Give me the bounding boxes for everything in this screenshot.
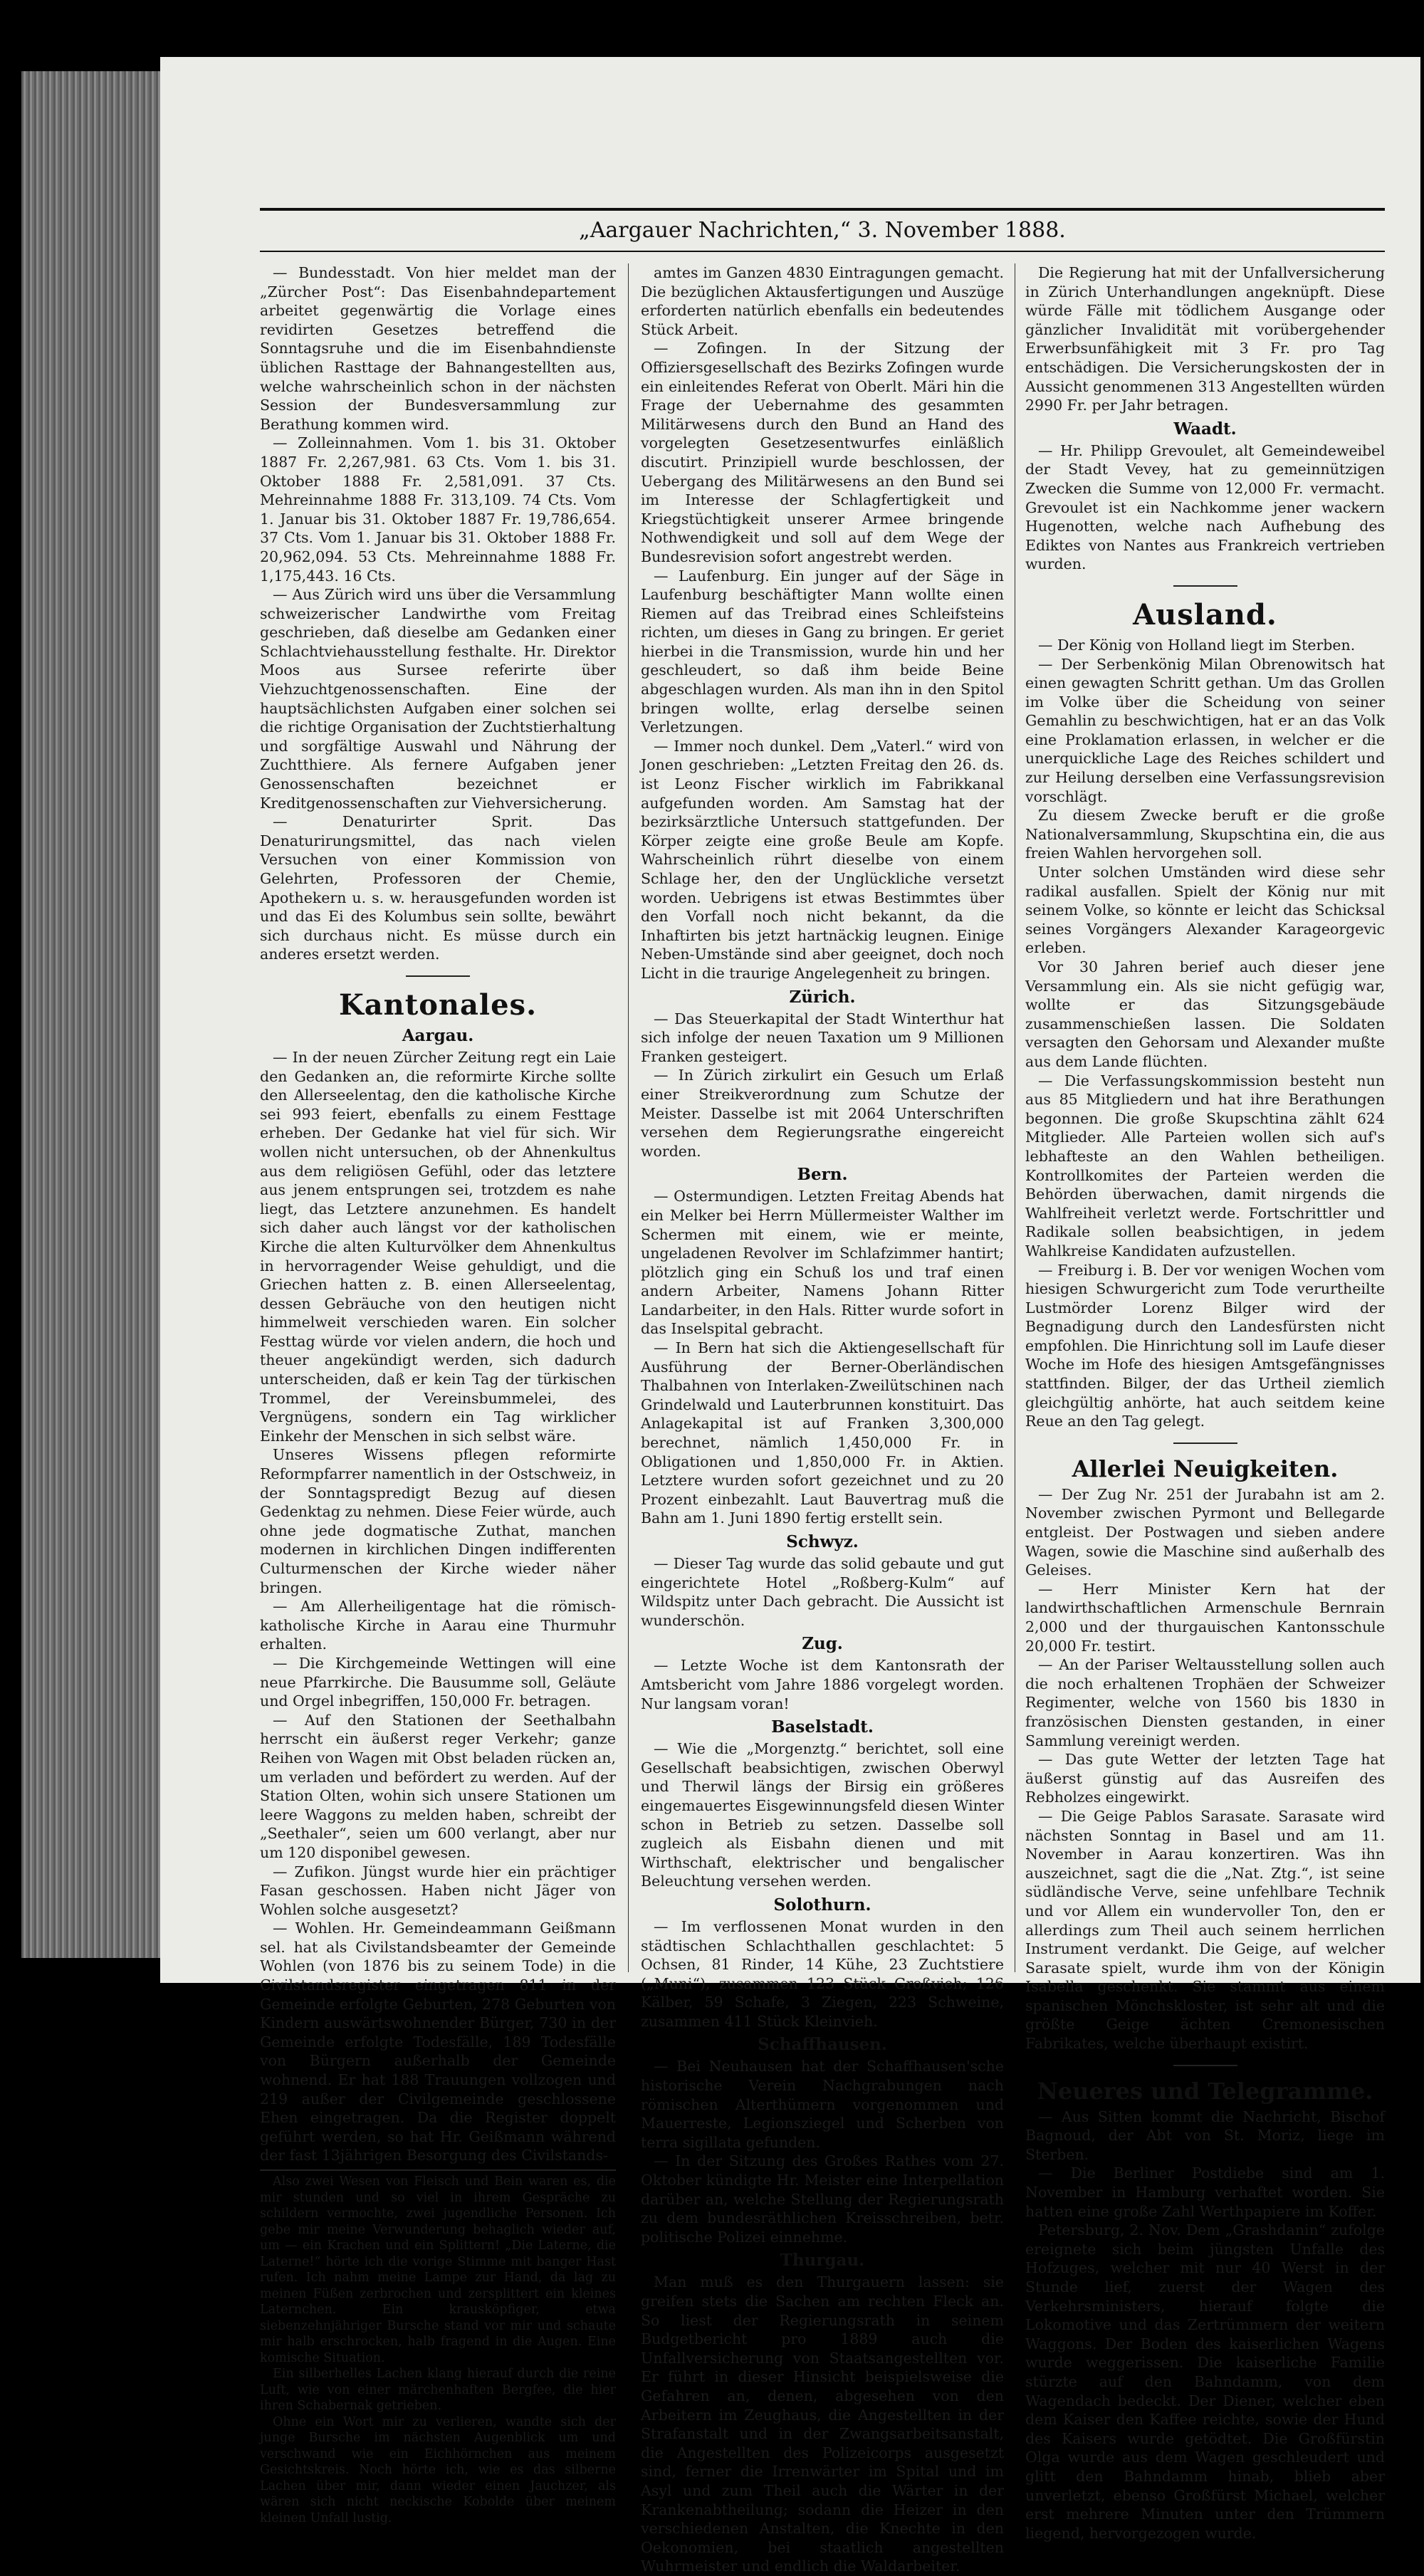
article-paragraph: — Das gute Wetter der letzten Tage hat äußerst günstig auf das Ausreifen des Rebholzes eingewirkt. bbox=[1025, 1751, 1385, 1806]
article-paragraph: — Auf den Stationen der Seethalbahn herrscht ein äußerst reger Verkehr; ganze Reihen von Wagen mit Obst beladen rücken an, um verladen und befördert zu werden. Auf der Station Olten, wohin sich unsere Stationen um leere Waggons zu melden haben, schreibt der „Seethaler“, seien um 600 verlangt, aber nur um 120 disponibel gewesen. bbox=[260, 1711, 616, 1861]
section-heading: Neueres und Telegramme. bbox=[1037, 2077, 1373, 2105]
article-paragraph: — Dieser Tag wurde das solid gebaute und gut eingerichtete Hotel „Roßberg-Kulm“ auf Wildspitz unter Dach gebracht. Die Aussicht ist wunderschön. bbox=[641, 1555, 1004, 1629]
section-heading: Allerlei Neuigkeiten. bbox=[1072, 1455, 1339, 1482]
article-paragraph: — Im verflossenen Monat wurden in den städtischen Schlachthallen geschlachtet: 5 Ochsen, 81 Rinder, 14 Kühe, 23 Zuchtstiere („Muni“), zusammen 123 Stück Großvieh; 126 Kälber, 59 Schafe, 3 Ziegen, 223 Schweine, zusammen 411 Stück Kleinvieh. bbox=[641, 1917, 1004, 2030]
article-paragraph: — Bundesstadt. Von hier meldet man der „Zürcher Post“: Das Eisenbahndepartement arbeitet gegenwärtig die Vorlage eines revidirten Gesetzes betreffend die Sonntagsruhe und die im Eisenbahndienste üblichen Rasttage der Bahnangestellten aus, welche wahrscheinlich schon in der nächsten Session der Bundesversammlung zur Berathung kommen wird. bbox=[260, 264, 616, 433]
article-paragraph: — Aus Zürich wird uns über die Versammlung schweizerischer Landwirthe vom Freitag geschrieben, daß dieselbe am Gedanken einer Schlachtviehausstellung festhalte. Hr. Direktor Moos aus Sursee referirte über Viehzuchtgenossenschaften. Eine der hauptsächlichsten Aufgaben einer solchen sei die richtige Organisation der Zuchtstierhaltung und sorgfältige Auswahl und Nährung der Zuchtthiere. Als fernere Aufgaben jener Genossenschaften bezeichnet er Kreditgenossenschaften zur Viehversicherung. bbox=[260, 586, 616, 812]
separator bbox=[1173, 585, 1237, 587]
article-paragraph: — Die Kirchgemeinde Wettingen will eine neue Pfarrkirche. Die Bausumme soll, Geläute und Orgel inbegriffen, 150,000 Fr. betragen. bbox=[260, 1654, 616, 1710]
article-columns bbox=[260, 263, 1385, 2575]
article-paragraph: — In Zürich zirkulirt ein Gesuch um Erlaß einer Streikverordnung zum Schutze der Meister. Dasselbe ist mit 2064 Unterschriften versehen dem Regierungsrathe eingereicht worden. bbox=[641, 1067, 1004, 1160]
article-paragraph: — Zufikon. Jüngst wurde hier ein prächtiger Fasan geschossen. Haben nicht Jäger von Wohlen solche ausgesetzt? bbox=[260, 1863, 616, 1918]
article-paragraph: — Hr. Philipp Grevoulet, alt Gemeindeweibel der Stadt Vevey, hat zu gemeinnützigen Zwecken die Summe von 12,000 Fr. vermacht. Grevoulet ist ein Nachkomme jener wackern Hugenotten, welche nach Aufhebung des Ediktes von Nantes aus Frankreich vertrieben wurden. bbox=[1025, 441, 1385, 573]
article-paragraph: — Zolleinnahmen. Vom 1. bis 31. Oktober 1887 Fr. 2,267,981. 63 Cts. Vom 1. bis 31. Oktober 1888 Fr. 2,581,091. 37 Cts. Mehreinnahme 1888 Fr. 313,109. 74 Cts. Vom 1. Januar bis 31. Oktober 1887 Fr. 19,786,654. 37 Cts. Vom 1. Januar bis 31. Oktober 1888 Fr. 20,962,094. 53 Cts. Mehreinnahme 1888 Fr. 1,175,443. 16 Cts. bbox=[260, 434, 616, 585]
article-paragraph: — An der Pariser Weltausstellung sollen auch die noch erhaltenen Trophäen der Schweizer Regimenter, welche von 1560 bis 1830 in französischen Diensten gestanden, in einer Sammlung vereinigt werden. bbox=[1025, 1656, 1385, 1749]
separator bbox=[1173, 2065, 1237, 2066]
article-paragraph: Zu diesem Zwecke beruft er die große Nationalversammlung, Skupschtina ein, die aus freien Wahlen hervorgehen soll. bbox=[1025, 807, 1385, 862]
section-heading: Kantonales. bbox=[338, 988, 537, 1022]
article-paragraph: — Wie die „Morgenztg.“ berichtet, soll eine Gesellschaft beabsichtigen, zwischen Oberwyl und Therwil längs der Birsig ein größeres eingemauertes Eisgewinnungsfeld diesen Winter schon in Betrieb zu setzen. Dasselbe soll zugleich als Eisbahn dienen und mit Wirthschaft, elektrischer und bengalischer Beleuchtung versehen werden. bbox=[641, 1740, 1004, 1890]
article-paragraph: — Zofingen. In der Sitzung der Offiziersgesellschaft des Bezirks Zofingen wurde ein einleitendes Referat von Oberlt. Märi hin die Frage der Uebernahme des gesammten Militärwesens durch den Bund an Hand des vorgelegten Gesetzesentwurfes einläßlich discutirt. Prinzipiell wurde beschlossen, der Uebergang des Militärwesens an den Bund sei im Interesse der Schlagfertigkeit und Kriegstüchtigkeit unserer Armee bringende Nothwendigkeit und soll auf dem Wege der Bundesrevision sofort angestrebt werden. bbox=[641, 340, 1004, 565]
subsection-heading: Schaffhausen. bbox=[758, 2035, 887, 2055]
article-paragraph: — Die Geige Pablos Sarasate. Sarasate wird nächsten Sonntag in Basel und am 11. November in Aarau konzertiren. Was ihn auszeichnet, sagt die die „Nat. Ztg.“, ist seine südländische Verve, seine unfehlbare Technik und vor Allem ein wundervoller Ton, den er allerdings zum Theil auch seinem herrlichen Instrument verdankt. Die Geige, auf welcher Sarasate spielt, wurde ihm von der Königin Isabella geschenkt. Sie stammt aus einem spanischen Mönchskloster, ist sehr alt und die größte Geige ächten Cremonesischen Fabrikates, welche überhaupt existirt. bbox=[1025, 1807, 1385, 2053]
column-rule bbox=[628, 263, 629, 1972]
article-paragraph: Man muß es den Thurgauern lassen: sie greifen stets die Sachen am rechten Fleck an. So liest der Regierungsrath in seinem Budgetbericht pro 1889 auch die Unfallversicherung von Staatsangestellten vor. Er führt in dieser Hinsicht beispielsweise die Gefahren an, denen, abgesehen von den Arbeitern im Zeughaus, die Angestellten in der Strafanstalt und in der Zwangsarbeitsanstalt, die Angestellten des Polizeicorps ausgesetzt sind, ferner die Irrenwärter im Spital und im Asyl und zum Theil auch die Wärter in der Krankenabtheilung; sodann die Heizer in den verschiedenen Anstalten, die Knechte in den Oekonomien, bei staatlich angestellten Wuhrmeister und endlich die Waldarbeiter. bbox=[641, 2273, 1004, 2575]
article-paragraph: — Wohlen. Hr. Gemeindeammann Geißmann sel. hat als Civilstandsbeamter der Gemeinde Wohlen (von 1876 bis zu seinem Tode) in die Civilstandsregister eingetragen 811 in der Gemeinde erfolgte Geburten, 278 Geburten von Kindern auswärtswohnender Bürger, 730 in der Gemeinde erfolgte Todesfälle, 189 Todesfälle von Bürgern außerhalb der Gemeinde wohnend. Er hat 188 Trauungen vollzogen und 219 außer der Civilgemeinde geschlossene Ehen eingetragen. Da die Register doppelt geführt werden, so hat Hr. Geißmann während der fast 13jährigen Besorgung des Civilstands- bbox=[260, 1920, 616, 2164]
separator bbox=[1173, 1443, 1237, 1444]
column-3 bbox=[1025, 263, 1385, 2542]
article-paragraph: — Letzte Woche ist dem Kantonsrath der Amtsbericht vom Jahre 1886 vorgelegt worden. Nur langsam voran! bbox=[641, 1657, 1004, 1712]
article-paragraph: — In der neuen Zürcher Zeitung regt ein Laie den Gedanken an, die reformirte Kirche sollte den Allerseelentag, den die katholische Kirche sei 993 feiert, ebenfalls zu einem Festtage erheben. Der Gedanke hat viel für sich. Wir wollen nicht untersuchen, ob der Ahnenkultus aus dem religiösen Gefühl, oder das letztere aus jenem entsprungen sei, trotzdem es nahe liegt, das Letztere anzunehmen. Es handelt sich daher auch längst vor der katholischen Kirche die alten Kulturvölker dem Ahnenkultus in hervorragender Weise gehuldigt, und die Griechen hatten z. B. einen Allerseelentag, dessen Gebräuche von den heutigen nicht himmelweit verschieden waren. Ein solcher Festtag würde vor vielen andern, die hoch und theuer angekündigt werden, sich dadurch unterscheiden, daß er kein Tag der türkischen Trommel, der Vereinsbummelei, des Vergnügens, sondern ein Tag wirklicher Einkehr der Menschen in sich selbst wäre. bbox=[260, 1048, 616, 1445]
article-paragraph: — Die Verfassungskommission besteht nun aus 85 Mitgliedern und hat ihre Berathungen begonnen. Die große Skupschtina zählt 624 Mitglieder. Alle Parteien wollen sich auf's lebhafteste an den Wahlen betheiligen. Kontrollkomites der Parteien werden die Behörden überwachen, damit nirgends die Wahlfreiheit verletzt werde. Fortschrittler und Radikale sollen beabsichtigen, in jedem Wahlkreise Kandidaten aufzustellen. bbox=[1025, 1072, 1385, 1260]
separator bbox=[406, 975, 470, 977]
article-paragraph: Petersburg, 2. Nov. Dem „Grashdanin“ zufolge ereignete sich beim jüngsten Unfalle des Hofzuges, welcher mit nur 40 Werst in der Stunde lief, zuerst der Wagen des Verkehrsministers, hierauf folgte die Lokomotive und das Zertrümmern der weitern Waggons. Der Boden des kaiserlichen Wagens wurde weggerissen. Die kaiserliche Familie stürzte auf den Bahndamm, von dem Wagendach bedeckt. Der Diener, welcher eben dem Kaiser den Kaffee reichte, sowie der Hund des Kaisers wurde getödtet. Die Großfürstin Olga wurde aus dem Wagen geschleudert und glitt den Bahndamm hinab, blieb aber unverletzt, ebenso Großfürst Michael, welcher erst mehrere Minuten unter den Trümmern liegend, hervorgezogen wurde. bbox=[1025, 2221, 1385, 2542]
article-paragraph: — In der Sitzung des Großes Rathes vom 27. Oktober kündigte Hr. Meister eine Interpellation darüber an, welche Stellung der Regierungsrath zu dem bundesräthlichen Kreisschreiben, betr. politische Polizei einnehme. bbox=[641, 2152, 1004, 2246]
column-2 bbox=[641, 263, 1004, 2575]
feuilleton-paragraph: Also zwei Wesen von Fleisch und Bein waren es, die mir stunden und so viel in ihrem Gespräche zu schildern vermochte, zwei jugendliche Personen. Ich gebe mir meine Verwunderung behaglich wieder auf, um — ein Krachen und ein Splittern! „Die Laterne, die Laterne!“ hörte ich die vorige Stimme mit banger Hast rufen. Ich nahm meine Lampe zur Hand, da lag zu meinen Füßen zerbrochen und zersplittert ein kleines Laternchen. Ein krausköpfiger, etwa siebenzehnjähriger Bursche stand vor mir und schaute mir halb erschrocken, halb fragend in die Augen. Eine komische Situation. bbox=[260, 2174, 616, 2365]
masthead-line bbox=[260, 208, 1385, 252]
article-paragraph: — Herr Minister Kern hat der landwirthschaftlichen Armenschule Bernrain 2,000 und der thurgauischen Kantonsschule 20,000 Fr. testirt. bbox=[1025, 1580, 1385, 1655]
article-paragraph: — Bei Neuhausen hat der Schaffhausen'sche historische Verein Nachgrabungen nach römischen Alterthümern vorgenommen und Mauerreste, Legionsziegel und Scherben von terra sigillata gefunden. bbox=[641, 2058, 1004, 2151]
subsection-heading: Solothurn. bbox=[773, 1895, 871, 1915]
article-paragraph: — Freiburg i. B. Der vor wenigen Wochen vom hiesigen Schwurgericht zum Tode verurtheilte Lustmörder Lorenz Bilger wird der Begnadigung durch den Landesfürsten nicht empfohlen. Die Hinrichtung soll im Laufe dieser Woche im Hofe des hiesigen Amtsgefängnisses stattfinden. Bilger, der das Urtheil ziemlich gleichgültig anhörte, hat auch seitdem keine Reue an den Tag gelegt. bbox=[1025, 1261, 1385, 1430]
subsection-heading: Baselstadt. bbox=[771, 1717, 874, 1737]
article-paragraph: Die Regierung hat mit der Unfallversicherung in Zürich Unterhandlungen angeknüpft. Diese würde Fälle mit tödlichem Ausgange oder gänzlicher Invalidität mit vorübergehender Erwerbsunfähigkeit mit 3 Fr. pro Tag entschädigen. Die Versicherungskosten der in Aussicht genommenen 313 Angestellten würden 2990 Fr. per Jahr betragen. bbox=[1025, 264, 1385, 414]
subsection-heading: Aargau. bbox=[402, 1025, 474, 1045]
feuilleton-paragraph: Ohne ein Wort mir zu verlieren, wandte sich der junge Bursche im nächsten Augenblick um und verschwand wie ein Eichhörnchen aus meinem Gesichtskreis. Noch hörte ich, wie es das silberne Lachen über mir, dann wieder einen Jauchzer, als wären sich nicht neckische Kobolde über meinem kleinen Unfall lustig. bbox=[260, 2414, 616, 2525]
article-paragraph: — In Bern hat sich die Aktiengesellschaft für Ausführung der Berner-Oberländischen Thalbahnen von Interlaken-Zweilütschinen nach Grindelwald und Lauterbrunnen konstituirt. Das Anlagekapital ist auf Franken 3,300,000 berechnet, nämlich 1,450,000 Fr. in Obligationen und 1,850,000 Fr. in Aktien. Letztere wurden sofort gezeichnet und zu 20 Prozent einbezahlt. Laut Bauvertrag muß die Bahn am 1. Juni 1890 fertig erstellt sein. bbox=[641, 1339, 1004, 1527]
article-paragraph: — Am Allerheiligentage hat die römisch-katholische Kirche in Aarau eine Thurmuhr erhalten. bbox=[260, 1598, 616, 1653]
subsection-heading: Schwyz. bbox=[786, 1532, 859, 1551]
section-heading: Ausland. bbox=[1133, 597, 1277, 632]
article-paragraph: — Ostermundigen. Letzten Freitag Abends hat ein Melker bei Herrn Müllermeister Walther im Schermen mit einem, wie er meinte, ungeladenen Revolver im Schlafzimmer hantirt; plötzlich ging ein Schuß los und traf einen andern Arbeiter, Namens Johann Ritter Landarbeiter, in den Hals. Ritter wurde sofort in das Inselspital gebracht. bbox=[641, 1188, 1004, 1338]
article-paragraph: — Der Zug Nr. 251 der Jurabahn ist am 2. November zwischen Pyrmont und Bellegarde entgleist. Der Postwagen und sieben andere Wagen, sowie die Maschine sind außerhalb des Geleises. bbox=[1025, 1485, 1385, 1579]
article-paragraph: Unter solchen Umständen wird diese sehr radikal ausfallen. Spielt der König nur mit seinem Volke, so könnte er leicht das Schicksal seines Vorgängers Alexander Karageorgevic erleben. bbox=[1025, 864, 1385, 957]
subsection-heading: Thurgau. bbox=[780, 2251, 865, 2271]
feuilleton-paragraph: Ein silberhelles Lachen klang hierauf durch die reine Luft, wie von einer märchenhaften Bergfee, die hier ihren Schabernak getrieben. bbox=[260, 2367, 616, 2413]
subsection-heading: Bern. bbox=[797, 1165, 848, 1185]
article-paragraph: — Der König von Holland liegt im Sterben. bbox=[1038, 636, 1356, 654]
article-paragraph: amtes im Ganzen 4830 Eintragungen gemacht. Die bezüglichen Aktausfertigungen und Auszüge erforderten natürlich ebenfalls ein bedeutendes Stück Arbeit. bbox=[641, 264, 1004, 338]
article-paragraph: Unseres Wissens pflegen reformirte Reformpfarrer namentlich in der Ostschweiz, in der Sonntagspredigt Bezug auf diesen Gedenktag zu nehmen. Diese Feier würde, auch ohne jede dogmatische Zuthat, manchen modernen in kirchlichen Dingen indifferenten Culturmenschen der Kirche wieder näher bringen. bbox=[260, 1446, 616, 1596]
article-paragraph: — Der Serbenkönig Milan Obrenowitsch hat einen gewagten Schritt gethan. Um das Grollen im Volke über die Scheidung von seiner Gemahlin zu beschwichtigen, hat er an das Volk eine Proklamation erlassen, in welcher er die unerquickliche Lage des Reiches schildert und zur Heilung derselben eine Verfassungsrevision vorschlägt. bbox=[1025, 655, 1385, 805]
article-paragraph: — Denaturirter Sprit. Das Denaturirungsmittel, das nach vielen Versuchen von einer Kommission von Gelehrten, Professoren der Chemie, Apothekern u. s. w. herausgefunden worden ist und das Ei des Kolumbus sein sollte, bewährt sich durchaus nicht. Es müsse durch ein anderes ersetzt werden. bbox=[260, 813, 616, 963]
subsection-heading: Zug. bbox=[802, 1634, 843, 1654]
article-paragraph: — Die Berliner Postdiebe sind am 1. November in Hamburg verhaftet worden. Sie hatten eine große Zahl Werthpapiere im Koffer. bbox=[1025, 2164, 1385, 2220]
subsection-heading: Waadt. bbox=[1173, 419, 1237, 439]
article-paragraph: — Aus Sitten kommt die Nachricht, Bischof Bagnoud, der Abt von St. Moriz, liege im Sterben. bbox=[1025, 2108, 1385, 2163]
feuilleton bbox=[260, 2169, 616, 2526]
article-paragraph: Vor 30 Jahren berief auch dieser jene Versammlung ein. Als sie nicht gefügig war, wollte er das Sitzungsgebäude zusammenschießen lassen. Die Soldaten versagten den Gehorsam und Alexander mußte aus dem Lande flüchten. bbox=[1025, 958, 1385, 1070]
article-paragraph: — Das Steuerkapital der Stadt Winterthur hat sich infolge der neuen Taxation um 9 Millionen Franken gesteigert. bbox=[641, 1010, 1004, 1065]
subsection-heading: Zürich. bbox=[789, 987, 856, 1007]
article-paragraph: — Immer noch dunkel. Dem „Vaterl.“ wird von Jonen geschrieben: „Letzten Freitag den 26. ds. ist Leonz Fischer wirklich im Fabrikkanal aufgefunden worden. Am Samstag hat der bezirksärztliche Untersuch stattgefunden. Der Körper zeigte eine große Beule am Kopfe. Wahrscheinlich rührt dieselbe von einem Schlage her, den der Unglückliche versetzt worden. Uebrigens ist etwas Bestimmtes über den Vorfall noch nicht bekannt, da die Inhaftirten bis jetzt hartnäckig leugnen. Einige Neben-Umstände sind aber geeignet, doch noch Licht in die traurige Angelegenheit zu bringen. bbox=[641, 737, 1004, 982]
page-header-title: „Aargauer Nachrichten,“ 3. November 1888. bbox=[579, 218, 1066, 243]
column-1 bbox=[260, 263, 616, 2525]
article-paragraph: — Laufenburg. Ein junger auf der Säge in Laufenburg beschäftigter Mann wollte einen Riemen auf das Treibrad eines Schleifsteins richten, um dieses in Gang zu bringen. Er geriet hierbei in die Transmission, wurde hin und her geschleudert, so daß ihm beide Beine abgeschlagen wurden. Als man ihn in den Spitol bringen wollte, erlag derselbe seinen Verletzungen. bbox=[641, 567, 1004, 736]
